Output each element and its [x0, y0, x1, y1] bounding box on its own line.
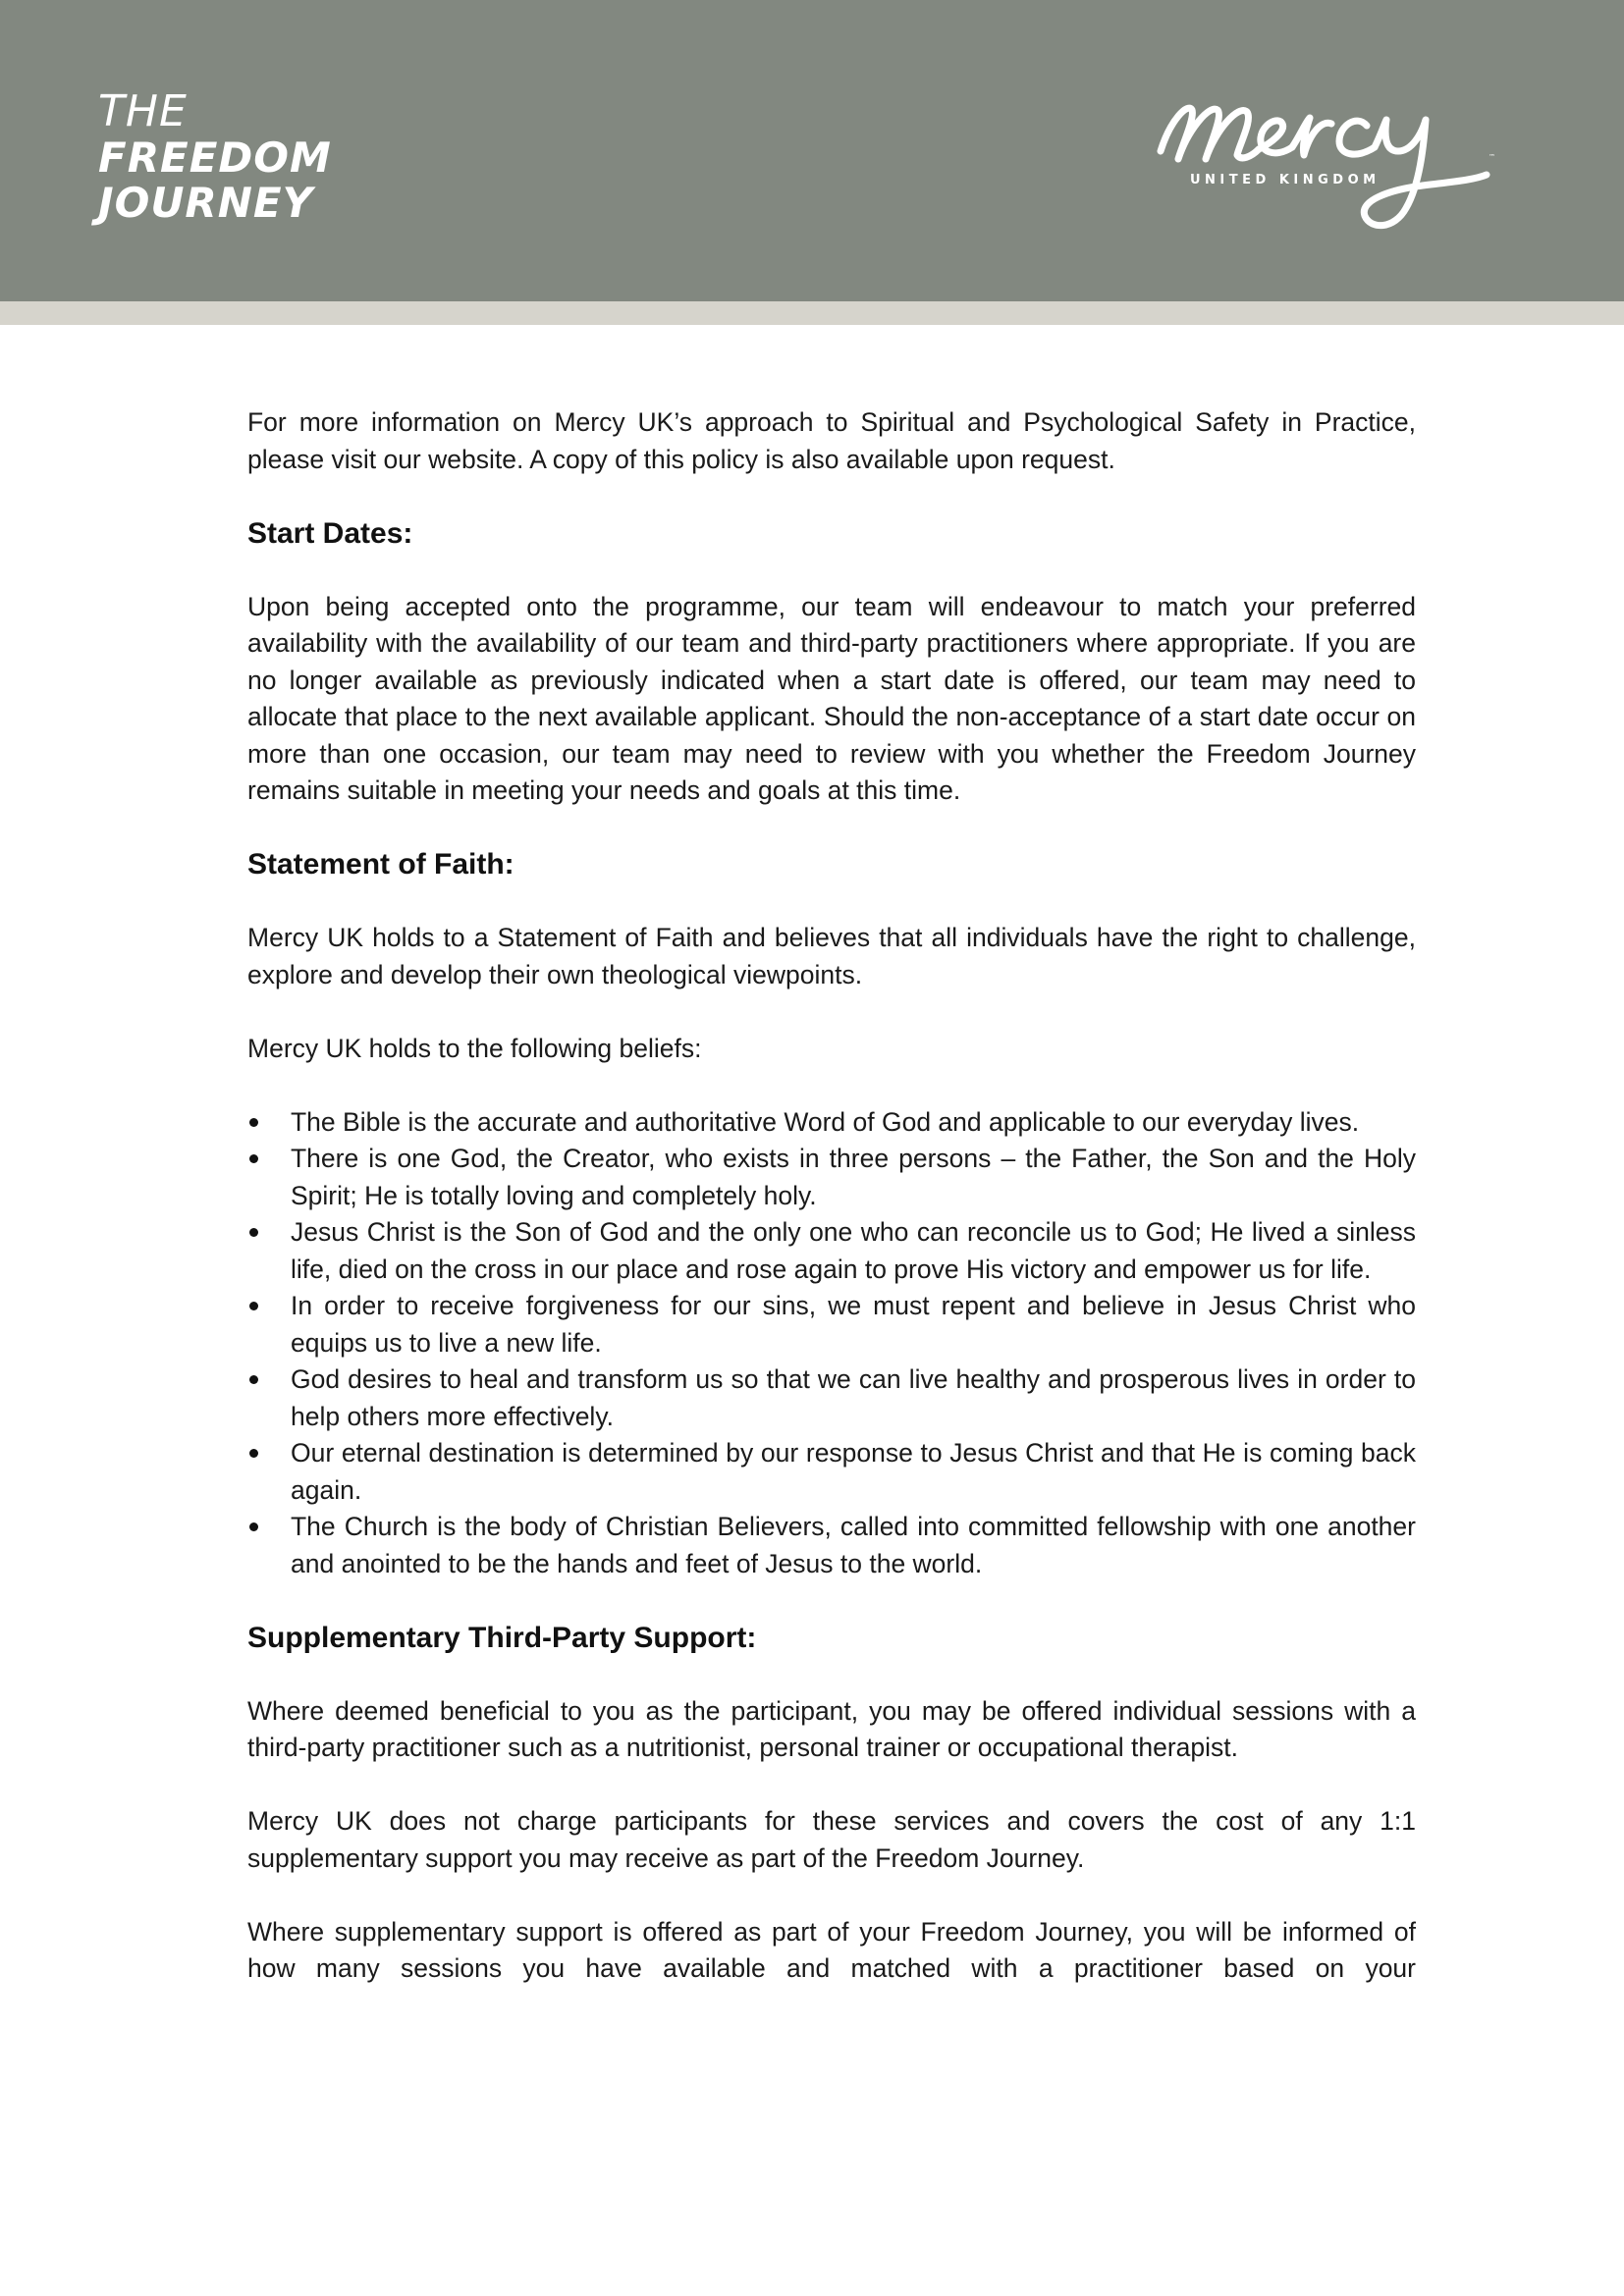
start-dates-paragraph: Upon being accepted onto the programme, our team will endeavour to match your preferred availability with the availability of our team and third-party practitioners where appropriate. If you are no longer available as previously indicated when a start date is offered, our team may need to allocate that place to the next available applicant. Should the non-acceptance of a start date occur on more than one occasion, our team may need to review with you whether the Freedom Journey remains suitable in meeting your needs and goals at this time.	[247, 591, 1416, 805]
mercy-logo-subtitle: UNITED KINGDOM	[1190, 173, 1380, 187]
document-body	[247, 404, 1416, 1988]
belief-item: The Church is the body of Christian Believers, called into committed fellowship with one another and anointed to be the hands and feet of Jesus to the world.	[247, 1509, 1416, 1582]
belief-item: The Bible is the accurate and authoritative Word of God and applicable to our everyday lives.	[247, 1104, 1416, 1142]
belief-item: There is one God, the Creator, who exists in three persons – the Father, the Son and the Holy Spirit; He is totally loving and completely holy.	[247, 1141, 1416, 1214]
logo-line-freedom: FREEDOM	[98, 133, 332, 182]
belief-item: Our eternal destination is determined by our response to Jesus Christ and that He is coming back again.	[247, 1435, 1416, 1509]
supplementary-support-paragraph-3: Where supplementary support is offered as part of your Freedom Journey, you will be informed of how many sessions you have available and matched with a practitioner based on your	[247, 1916, 1416, 1983]
statement-of-faith-paragraph: Mercy UK holds to a Statement of Faith and believes that all individuals have the right to challenge, explore and develop their own theological viewpoints.	[247, 923, 1416, 989]
page-header	[0, 0, 1624, 301]
header-divider-strip	[0, 301, 1624, 325]
beliefs-list	[247, 1104, 1416, 1583]
logo-line-journey: JOURNEY	[98, 179, 314, 227]
mercy-uk-logo	[1149, 90, 1542, 238]
belief-item: In order to receive forgiveness for our sins, we must repent and believe in Jesus Christ who equips us to live a new life.	[247, 1288, 1416, 1362]
supplementary-support-paragraph-1: Where deemed beneficial to you as the participant, you may be offered individual sessions with a third-party practitioner such as a nutritionist, personal trainer or occupational therapist.	[247, 1695, 1416, 1762]
intro-paragraph: For more information on Mercy UK’s approach to Spiritual and Psychological Safety in Practice, please visit our website. A copy of this policy is also available upon request.	[247, 407, 1416, 474]
belief-item: God desires to heal and transform us so that we can live healthy and prosperous lives in order to help others more effectively.	[247, 1362, 1416, 1435]
trademark-mark: ™	[1489, 153, 1495, 161]
freedom-journey-logo	[98, 86, 332, 228]
statement-of-faith-heading: Statement of Faith:	[247, 848, 514, 881]
supplementary-support-heading: Supplementary Third-Party Support:	[247, 1621, 757, 1654]
beliefs-intro-paragraph: Mercy UK holds to the following beliefs:	[247, 1033, 702, 1063]
supplementary-support-paragraph-2: Mercy UK does not charge participants for these services and covers the cost of any 1:1 supplementary support you may receive as part of the Freedom Journey.	[247, 1806, 1416, 1873]
start-dates-heading: Start Dates:	[247, 516, 413, 550]
belief-item: Jesus Christ is the Son of God and the only one who can reconcile us to God; He lived a sinless life, died on the cross in our place and rose again to prove His victory and empower us for life.	[247, 1214, 1416, 1288]
mercy-wordmark-icon	[1149, 90, 1542, 238]
logo-line-the: THE	[98, 86, 188, 136]
